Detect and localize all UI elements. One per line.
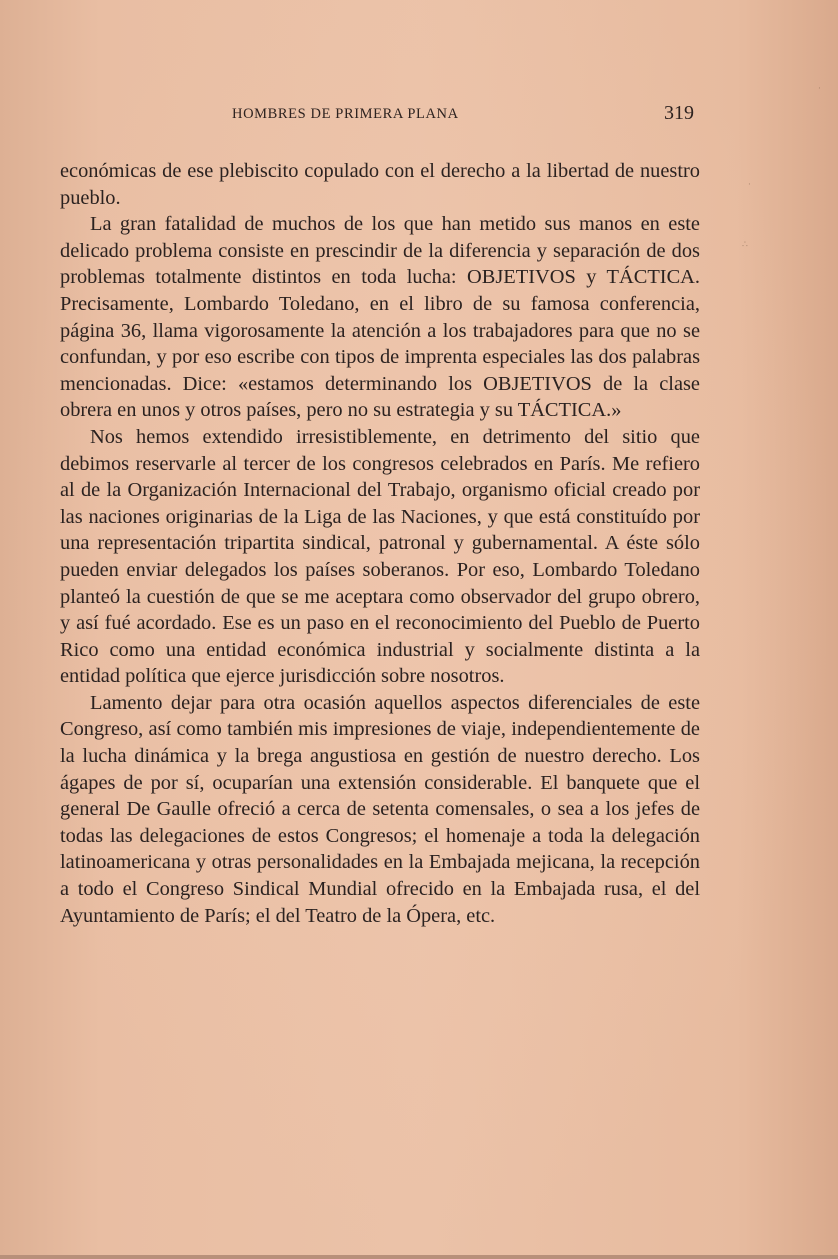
paper-speck: · [818,84,821,94]
paragraph-continuation: económicas de ese plebiscito copulado con el derecho a la libertad de nuestro pueblo. [60,160,700,209]
paragraph: Nos hemos extendido irresistiblemente, en detrimento del sitio que debimos reservarle al tercer de los congresos celebrados en París. Me refiero al de la Organización Internacional del Trabajo, organismo oficial creado por las naciones originarias de la Liga de las Naciones, y que está constituído por una representación tripartita sindical, patronal y gubernamental. A éste sólo pueden enviar delegados los países soberanos. Por eso, Lombardo Toledano planteó la cuestión de que se me aceptara como observador del grupo obrero, y así fué acordado. Ese es un paso en el reconocimiento del Pueblo de Puerto Rico como una entidad económica industrial y socialmente distinta a la entidad política que ejerce jurisdicción sobre nosotros. [60,425,700,688]
page-bottom-edge [0,1255,838,1259]
body-text [60,158,700,929]
page-number: 319 [664,102,694,124]
paper-speck: · [748,180,751,190]
paragraph: Lamento dejar para otra ocasión aquellos aspectos diferenciales de este Congreso, así como también mis impresiones de viaje, independientemente de la lucha dinámica y la brega angustiosa en gestión de nuestro derecho. Los ágapes de por sí, ocuparían una extensión considerable. El banquete que el general De Gaulle ofreció a cerca de setenta comensales, o sea a los jefes de todas las delegaciones de estos Congresos; el homenaje a toda la delegación latinoamericana y otras personalidades en la Embajada mejicana, la recepción a todo el Congreso Sindical Mundial ofrecido en la Embajada rusa, el del Ayuntamiento de París; el del Teatro de la Ópera, etc. [60,691,700,927]
paper-speck: ∴ [742,240,748,250]
running-head: HOMBRES DE PRIMERA PLANA [232,106,459,122]
paragraph: La gran fatalidad de muchos de los que han metido sus manos en este delicado problema consiste en prescindir de la diferencia y separación de dos problemas totalmente distintos en toda lucha: OBJETIVOS y TÁCTICA. Precisamente, Lombardo Toledano, en el libro de su famosa conferencia, página 36, llama vigorosamente la atención a los trabajadores para que no se confundan, y por eso escribe con tipos de imprenta especiales las dos palabras mencionadas. Dice: «estamos determinando los OBJETIVOS de la clase obrera en unos y otros países, pero no su estrategia y su TÁCTICA.» [60,213,700,422]
